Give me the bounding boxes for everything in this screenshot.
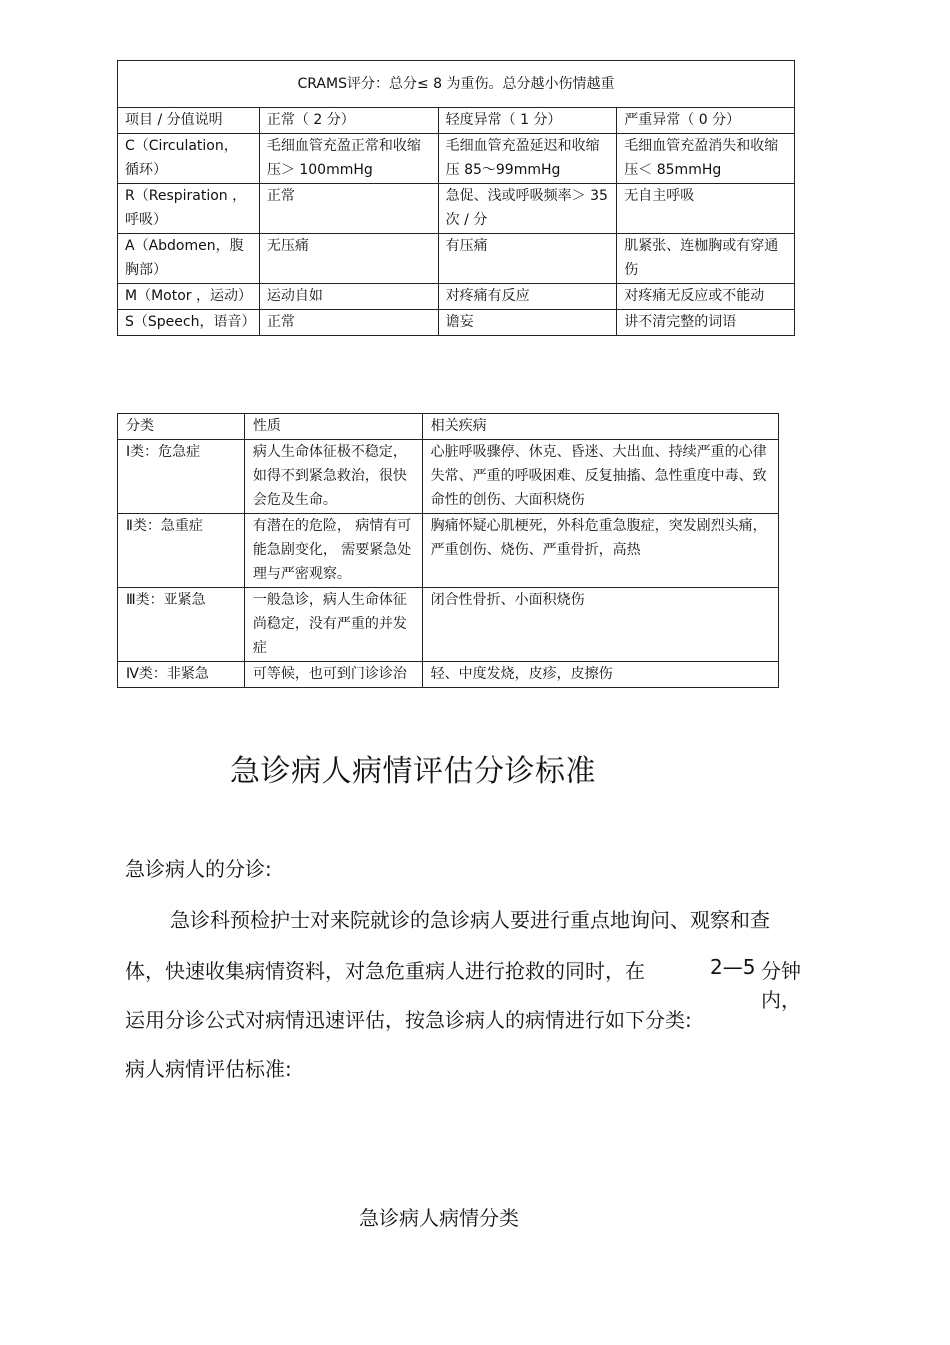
- table-cell: 对疼痛有反应: [438, 284, 617, 310]
- table-cell: Ⅳ类：非紧急: [118, 662, 245, 688]
- header-cell: 分类: [118, 414, 245, 440]
- table-cell: 毛细血管充盈延迟和收缩压 85～99mmHg: [438, 134, 617, 184]
- table-cell: 一般急诊，病人生命体征尚稳定，没有严重的并发症: [244, 588, 422, 662]
- table-cell: 无自主呼吸: [617, 184, 795, 234]
- table-cell: 闭合性骨折、小面积烧伤: [422, 588, 778, 662]
- table-cell: 无压痛: [259, 234, 438, 284]
- paragraph-text: 体，快速收集病情资料，对急危重病人进行抢救的同时，在: [125, 959, 645, 983]
- table-cell: 运动自如: [259, 284, 438, 310]
- patient-category-table: [117, 413, 779, 688]
- table-cell: 病人生命体征极不稳定，如得不到紧急救治，很快会危及生命。: [244, 440, 422, 514]
- table-row: [118, 234, 795, 284]
- table-header-row: [118, 414, 779, 440]
- paragraph-line: 运用分诊公式对病情迅速评估，按急诊病人的病情进行如下分类:: [125, 1008, 692, 1032]
- table-cell: A（Abdomen，腹胸部）: [118, 234, 260, 284]
- header-cell: 严重异常（ 0 分）: [617, 108, 795, 134]
- table-cell: R（Respiration ，呼吸）: [118, 184, 260, 234]
- table-row: [118, 514, 779, 588]
- table-cell: S（Speech，语音）: [118, 310, 260, 336]
- table-row: [118, 310, 795, 336]
- classification-title: 急诊病人病情分类: [359, 1206, 519, 1230]
- section-subheading: 急诊病人的分诊:: [125, 857, 272, 881]
- crams-table-title: CRAMS评分：总分≤ 8 为重伤。总分越小伤情越重: [118, 61, 795, 108]
- table-cell: 可等候，也可到门诊诊治: [244, 662, 422, 688]
- table-cell: 急促、浅或呼吸频率＞ 35 次 / 分: [438, 184, 617, 234]
- table-cell: 对疼痛无反应或不能动: [617, 284, 795, 310]
- table-row: [118, 588, 779, 662]
- table-cell: 谵妄: [438, 310, 617, 336]
- table-cell: 有压痛: [438, 234, 617, 284]
- table-row: [118, 184, 795, 234]
- paragraph-text: 分钟内，: [761, 959, 801, 1012]
- document-heading: 急诊病人病情评估分诊标准: [230, 754, 596, 789]
- table-cell: 有潜在的危险， 病情有可能急剧变化， 需要紧急处理与严密观察。: [244, 514, 422, 588]
- table-cell: Ⅲ类：亚紧急: [118, 588, 245, 662]
- table-cell: 毛细血管充盈消失和收缩压＜ 85mmHg: [617, 134, 795, 184]
- table-cell: M（Motor ，运动）: [118, 284, 260, 310]
- header-cell: 相关疾病: [422, 414, 778, 440]
- table-cell: C（Circulation，循环）: [118, 134, 260, 184]
- section-subheading: 病人病情评估标准:: [125, 1057, 292, 1081]
- time-range: 2—5: [710, 955, 756, 979]
- table-cell: 心脏呼吸骤停、休克、昏迷、大出血、持续严重的心律失常、严重的呼吸困难、反复抽搐、急性重度中毒、致命性的创伤、大面积烧伤: [422, 440, 778, 514]
- table-row: [118, 284, 795, 310]
- table-cell: Ⅰ类：危急症: [118, 440, 245, 514]
- table-cell: Ⅱ类：急重症: [118, 514, 245, 588]
- table-cell: 毛细血管充盈正常和收缩压＞ 100mmHg: [259, 134, 438, 184]
- table-cell: 轻、中度发烧，皮疹，皮擦伤: [422, 662, 778, 688]
- table-cell: 胸痛怀疑心肌梗死，外科危重急腹症，突发剧烈头痛，严重创伤、烧伤、严重骨折，高热: [422, 514, 778, 588]
- table-cell: 讲不清完整的词语: [617, 310, 795, 336]
- table-cell: 正常: [259, 310, 438, 336]
- table-row: [118, 440, 779, 514]
- crams-score-table: [117, 60, 795, 336]
- table-cell: 肌紧张、连枷胸或有穿通伤: [617, 234, 795, 284]
- paragraph-line: 急诊科预检护士对来院就诊的急诊病人要进行重点地询问、观察和查: [170, 908, 770, 932]
- paragraph-line: [125, 955, 835, 1012]
- table-cell: 正常: [259, 184, 438, 234]
- table-row: [118, 134, 795, 184]
- header-cell: 轻度异常（ 1 分）: [438, 108, 617, 134]
- header-cell: 正常（ 2 分）: [259, 108, 438, 134]
- header-cell: 项目 / 分值说明: [118, 108, 260, 134]
- table-row: [118, 662, 779, 688]
- table-header-row: [118, 108, 795, 134]
- header-cell: 性质: [244, 414, 422, 440]
